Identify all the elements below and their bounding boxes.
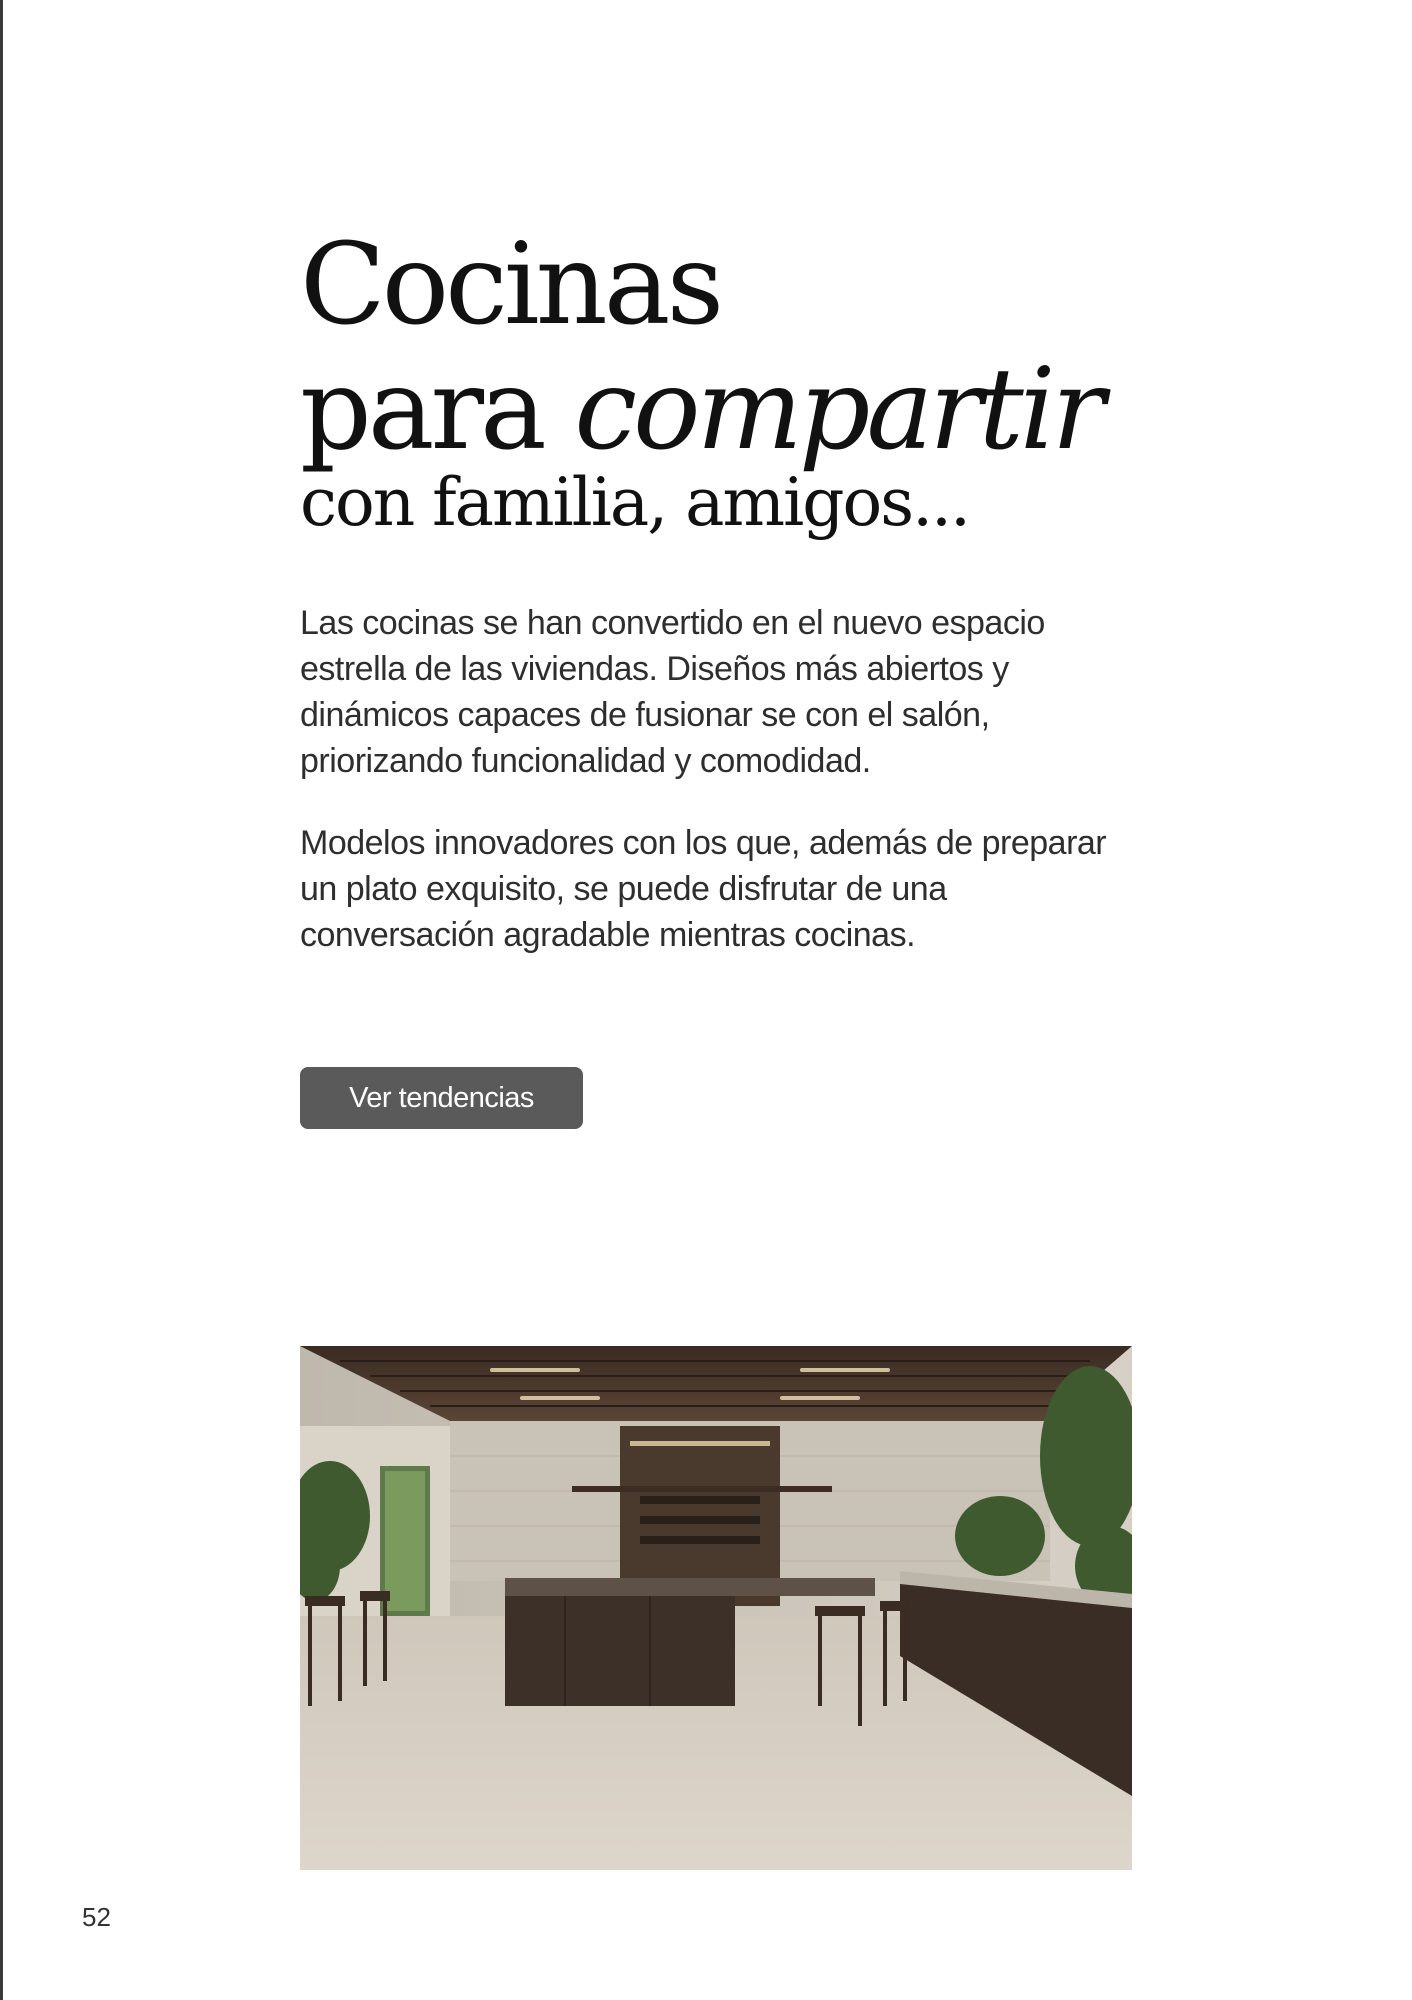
- title-line-para-compartir: [300, 345, 1200, 475]
- page-title: [300, 220, 1200, 541]
- title-line-cocinas: Cocinas: [300, 220, 721, 350]
- title-plain-part: para: [300, 345, 575, 475]
- kitchen-photo: [300, 1346, 1132, 1870]
- page-edge-line: [0, 0, 3, 2000]
- body-text: [300, 600, 1120, 994]
- paragraph-intro: Las cocinas se han convertido en el nuevo espacio estrella de las viviendas. Diseños más abiertos y dinámicos capaces de fusionar se con el salón, priorizando funcionalidad y comodidad.: [300, 604, 1045, 780]
- title-emphasis-part: compartir: [574, 345, 1102, 475]
- paragraph-models: Modelos innovadores con los que, además de preparar un plato exquisito, se puede disfrutar de una conversación agradable mientras cocinas.: [300, 824, 1107, 954]
- ver-tendencias-button[interactable]: Ver tendencias: [300, 1067, 583, 1129]
- subtitle: con familia, amigos...: [300, 464, 970, 541]
- page-number: 52: [82, 1902, 111, 1932]
